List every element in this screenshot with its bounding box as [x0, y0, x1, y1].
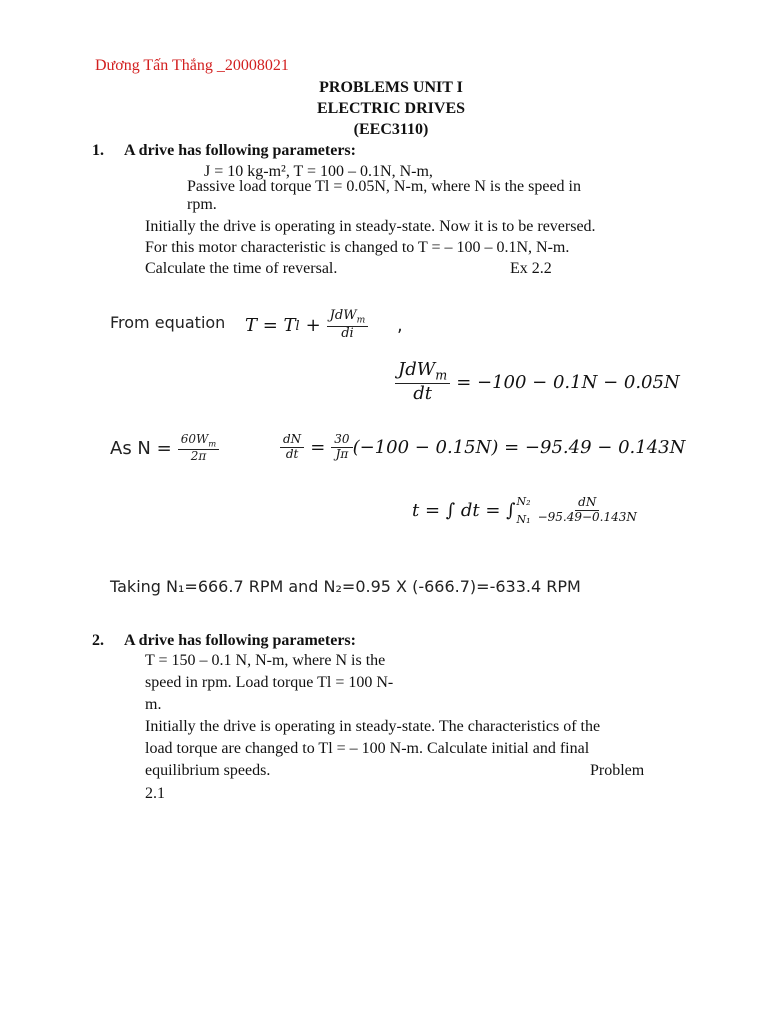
eq1-denominator: di [341, 326, 354, 342]
eq5-upper-limit: N₂ [516, 495, 531, 508]
eq2-fraction [395, 360, 450, 405]
problem1-text-3: Calculate the time of reversal. [145, 260, 338, 277]
eq1-numerator-sub: m [356, 315, 366, 326]
problem2-reference-number: 2.1 [145, 785, 165, 802]
eq4-coeff-fraction [331, 433, 352, 462]
eq1-subscript: l [295, 317, 300, 333]
eq5-fraction [535, 496, 640, 525]
eq4-lhs-denominator: dt [285, 446, 299, 461]
author-name: Dương Tấn Thắng _20008021 [95, 57, 289, 74]
eq1-fraction [327, 309, 369, 342]
eq4-lhs-fraction [280, 433, 304, 462]
eq1-plus: + [305, 314, 321, 336]
problem2-title: A drive has following parameters: [124, 632, 356, 649]
eq1-numerator: JdW [329, 308, 357, 323]
eq5-lower-limit: N₁ [516, 512, 531, 526]
eq4-lhs-numerator: dN [280, 433, 304, 448]
header-subject: ELECTRIC DRIVES [316, 100, 466, 117]
problem2-line-4: Initially the drive is operating in steady-state. The characteristics of the [145, 718, 601, 735]
eq5-denominator: −95.49−0.143N [537, 510, 637, 525]
problem2-reference: Problem [590, 762, 645, 779]
problem2-line-6: equilibrium speeds. [145, 762, 271, 779]
eq3-fraction [178, 433, 220, 464]
problem1-params-2: Passive load torque Tl = 0.05N, N-m, where N is the speed in [187, 178, 581, 195]
eq2-rhs: = −100 − 0.1N − 0.05N [456, 371, 680, 393]
taking-values: Taking N₁=666.7 RPM and N₂=0.95 X (-666.7)=-633.4 RPM [110, 577, 581, 596]
eq4-coeff-denominator: Jπ [335, 446, 349, 461]
problem2-line-1: T = 150 – 0.1 N, N-m, where N is the [145, 652, 386, 669]
eq4-rhs: (−100 − 0.15N) = −95.49 − 0.143N [352, 436, 686, 458]
eq5-lhs: t = ∫ dt = ∫ [412, 500, 516, 522]
eq2-formula [395, 360, 680, 405]
problem1-params-3: rpm. [187, 196, 217, 213]
header-title: PROBLEMS UNIT I [319, 79, 463, 96]
problem2-number: 2. [92, 632, 104, 649]
eq2-numerator: JdW [398, 359, 436, 380]
eq5-formula [412, 493, 640, 528]
eq3-formula [110, 433, 219, 464]
problem1-title: A drive has following parameters: [124, 142, 356, 159]
problem2-line-5: load torque are changed to Tl = – 100 N-m. Calculate initial and final [145, 740, 590, 757]
eq5-limits [517, 493, 531, 528]
eq1-label: From equation [110, 313, 226, 332]
problem1-number: 1. [92, 142, 104, 159]
problem2-line-3: m. [145, 696, 162, 713]
problem1-text-1: Initially the drive is operating in steady-state. Now it is to be reversed. [145, 218, 596, 235]
eq2-numerator-sub: m [435, 367, 448, 383]
eq5-numerator: dN [575, 496, 599, 511]
eq1-lhs: T = T [245, 314, 296, 336]
eq2-denominator: dt [413, 383, 432, 405]
problem1-reference: Ex 2.2 [510, 260, 552, 277]
eq3-numerator: 60W [180, 432, 209, 446]
eq4-coeff-numerator: 30 [331, 433, 352, 448]
eq1-formula [245, 309, 368, 342]
problem2-line-2: speed in rpm. Load torque Tl = 100 N- [145, 674, 394, 691]
eq3-denominator: 2π [190, 449, 207, 464]
problem1-params-1: J = 10 kg-m², T = 100 – 0.1N, N-m, [204, 163, 433, 180]
eq3-numerator-sub: m [208, 438, 217, 449]
problem1-text-2: For this motor characteristic is changed to T = – 100 – 0.1N, N-m. [145, 239, 570, 256]
header-code: (EEC3110) [353, 121, 429, 138]
eq4-formula [280, 433, 685, 462]
eq1-comma: , [397, 315, 403, 336]
eq3-label: As N = [110, 437, 172, 459]
eq4-equals: = [310, 436, 326, 458]
